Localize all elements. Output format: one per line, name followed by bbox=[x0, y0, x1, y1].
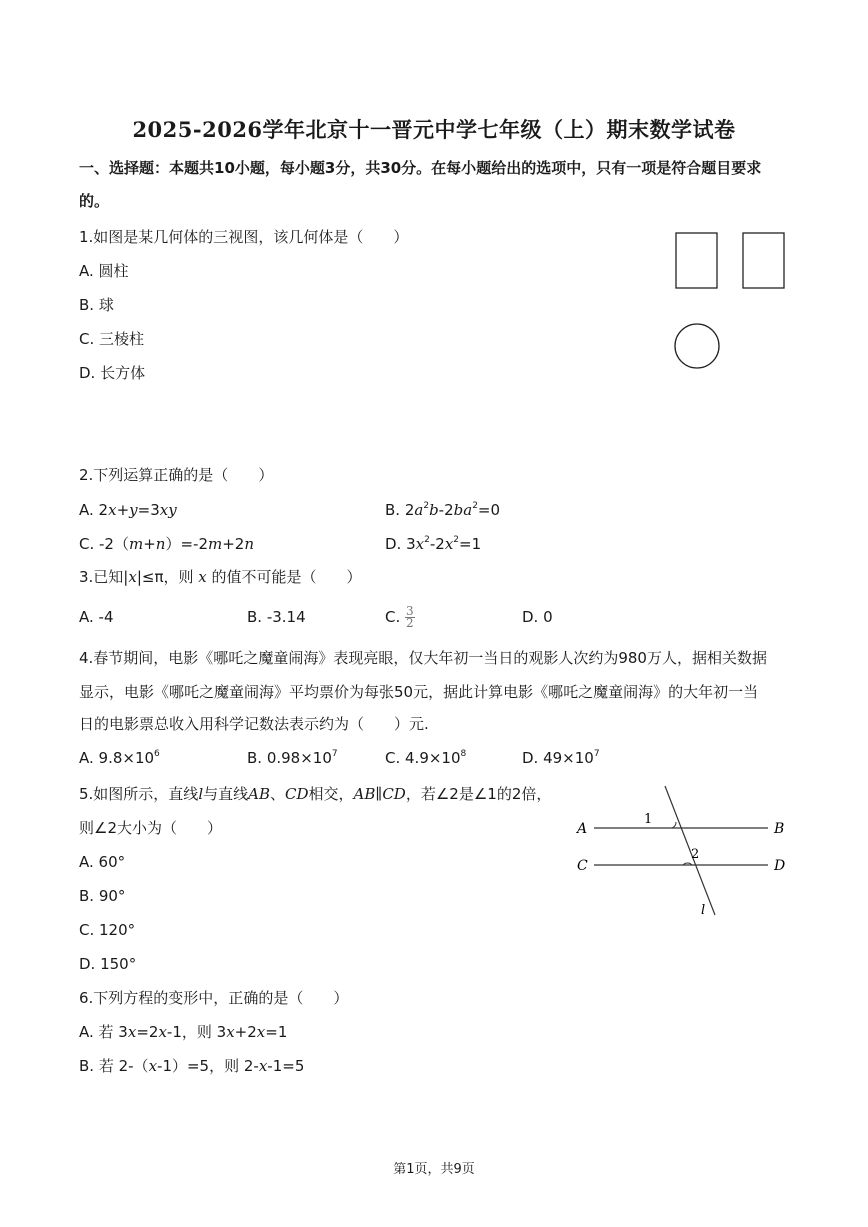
q4-stem-line1: 4.春节期间，电影《哪吒之魔童闹海》表现亮眼，仅大年初一当日的观影人次约为980万人，据相关数据 bbox=[79, 649, 767, 667]
fraction: $\frac{3}{2}$ bbox=[406, 604, 414, 630]
label-angle-2: 2 bbox=[691, 847, 700, 862]
line-l bbox=[665, 786, 715, 915]
q6-option-b: B. 若 2-（x-1）=5，则 2-x-1=5 bbox=[79, 1057, 305, 1075]
q5-option-c: C. 120° bbox=[79, 921, 136, 939]
q4-stem-line3: 日的电影票总收入用科学记数法表示约为（ ）元. bbox=[79, 715, 429, 733]
page-title: 2025-2026学年北京十一晋元中学七年级（上）期末数学试卷 bbox=[132, 117, 736, 142]
q2-stem: 2.下列运算正确的是（ ） bbox=[79, 466, 274, 484]
q6-stem: 6.下列方程的变形中，正确的是（ ） bbox=[79, 989, 349, 1007]
q2-option-a: A. 2x+y=3xy bbox=[79, 501, 177, 519]
section-heading: 一、选择题：本题共10小题，每小题3分，共30分。在每小题给出的选项中，只有一项是符合题目要求 bbox=[79, 159, 762, 177]
q2-option-c: C. -2（m+n）=-2m+2n bbox=[79, 535, 255, 553]
q5-option-a: A. 60° bbox=[79, 853, 126, 871]
top-view-circle bbox=[675, 324, 719, 368]
side-view-rect bbox=[743, 233, 784, 288]
q1-option-c: C. 三棱柱 bbox=[79, 330, 145, 348]
q4-stem-line2: 显示，电影《哪吒之魔童闹海》平均票价为每张50元，据此计算电影《哪吒之魔童闹海》的大年初一当 bbox=[79, 683, 759, 701]
label-c: C bbox=[577, 858, 588, 874]
q3-option-c: C. $\frac{3}{2}$ bbox=[385, 604, 414, 630]
q6-option-a: A. 若 3x=2x-1，则 3x+2x=1 bbox=[79, 1023, 288, 1041]
label-b: B bbox=[774, 821, 785, 837]
q3-option-d: D. 0 bbox=[522, 608, 553, 626]
q1-option-b: B. 球 bbox=[79, 296, 114, 314]
q4-option-d: D. $49\times 10^7$ bbox=[522, 749, 600, 767]
q4-option-c: C. $4.9\times 10^8$ bbox=[385, 749, 467, 767]
label-a: A bbox=[577, 821, 588, 837]
q5-stem-line2: 则∠2大小为（ ） bbox=[79, 819, 222, 837]
label-l: l bbox=[701, 903, 706, 918]
label-angle-1: 1 bbox=[644, 812, 653, 827]
label-d: D bbox=[774, 858, 786, 874]
three-view-figure bbox=[668, 226, 792, 376]
q5-stem-line1: 5.如图所示，直线l与直线AB、CD相交，AB∥CD，若∠2是∠1的2倍， bbox=[79, 785, 552, 803]
page-footer: 第1页，共9页 bbox=[393, 1162, 475, 1177]
q4-option-a: A. $9.8\times 10^6$ bbox=[79, 749, 160, 767]
q1-option-d: D. 长方体 bbox=[79, 364, 146, 382]
q5-option-b: B. 90° bbox=[79, 887, 126, 905]
q4-option-b: B. $0.98\times 10^7$ bbox=[247, 749, 338, 767]
q1-stem: 1.如图是某几何体的三视图，该几何体是（ ） bbox=[79, 228, 409, 246]
q2-option-d: D. $3x^2-2x^2=1$ bbox=[385, 535, 482, 553]
q5-option-d: D. 150° bbox=[79, 955, 137, 973]
angle-1-arc bbox=[672, 822, 676, 828]
q2-option-b: B. $2a^2b-2ba^2=0$ bbox=[385, 501, 501, 519]
section-heading-cont: 的。 bbox=[79, 192, 110, 210]
q3-option-a: A. -4 bbox=[79, 608, 114, 626]
parallel-lines-figure bbox=[570, 780, 800, 920]
q1-option-a: A. 圆柱 bbox=[79, 262, 129, 280]
q3-option-b: B. -3.14 bbox=[247, 608, 306, 626]
front-view-rect bbox=[676, 233, 717, 288]
q3-stem: 3.已知|x|≤π，则 x 的值不可能是（ ） bbox=[79, 568, 362, 586]
